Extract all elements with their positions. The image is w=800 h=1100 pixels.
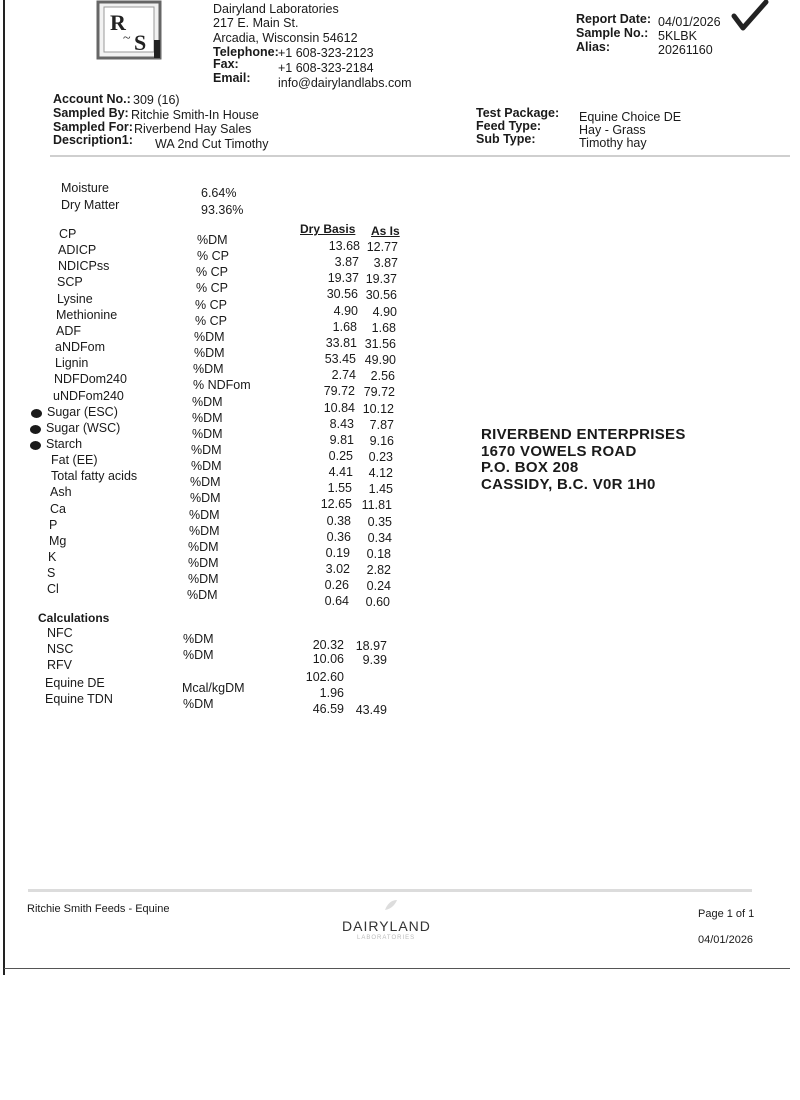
result-dry-basis: 0.38 [326,513,351,528]
result-unit: % CP [195,313,227,328]
calc-dry-basis: 1.96 [319,686,344,700]
dairyland-logo-mark [384,899,398,914]
result-as-is: 12.77 [366,240,398,254]
result-name: K [48,550,57,564]
result-dry-basis: 0.25 [328,448,353,463]
address-line-1: RIVERBEND ENTERPRISES [481,426,686,443]
footer-divider [28,889,752,892]
result-as-is: 3.87 [373,256,398,271]
calc-as-is: 43.49 [355,703,387,717]
description-value: WA 2nd Cut Timothy [155,137,269,151]
calc-name: NFC [47,626,73,640]
result-name: Lysine [57,291,93,306]
as-is-header: As Is [371,224,400,238]
calc-unit: %DM [183,697,214,711]
result-unit: % CP [196,281,228,296]
result-dry-basis: 0.19 [325,545,350,560]
result-name: P [49,517,58,532]
result-as-is: 4.90 [372,304,397,319]
bullet-marker-icon [31,409,42,418]
result-as-is: 2.56 [370,369,395,384]
result-dry-basis: 53.45 [324,352,356,367]
result-dry-basis: 10.84 [323,400,355,415]
result-unit: %DM [188,556,219,570]
result-as-is: 19.37 [365,272,397,287]
result-dry-basis: 1.68 [332,319,357,334]
svg-text:R: R [110,10,126,35]
alias-label: Alias: [576,40,611,54]
result-as-is: 1.45 [368,482,393,497]
sub-type-label: Sub Type: [476,132,536,146]
sampled-for-label: Sampled For: [53,120,133,134]
result-dry-basis: 13.68 [328,239,360,253]
result-unit: %DM [192,410,223,425]
calc-name: Equine TDN [45,692,113,706]
result-unit: %DM [194,329,225,344]
result-name: ADICP [58,243,97,258]
result-unit: %DM [190,491,221,506]
result-name: Methionine [56,307,118,322]
result-dry-basis: 3.87 [334,255,359,270]
result-unit: % CP [197,249,229,264]
result-dry-basis: 0.26 [324,578,349,593]
account-value: 309 (16) [133,93,180,107]
result-name: Total fatty acids [51,469,138,484]
result-unit: %DM [197,233,228,247]
checkmark-icon [730,0,770,35]
result-unit: %DM [193,362,224,377]
result-name: NDICPss [58,259,110,274]
result-dry-basis: 3.02 [325,562,350,576]
svg-text:S: S [134,30,147,55]
result-as-is: 0.60 [365,595,390,610]
calc-dry-basis: 102.60 [305,670,344,684]
result-dry-basis: 4.41 [328,465,353,480]
result-dry-basis: 79.72 [323,384,355,399]
result-unit: %DM [194,346,225,361]
email-label: Email: [213,71,251,85]
result-unit: %DM [187,588,218,603]
report-date-value: 04/01/2026 [658,15,721,29]
telephone-label: Telephone: [213,45,279,59]
result-name: Sugar (ESC) [47,404,118,419]
result-dry-basis: 4.90 [333,303,358,318]
result-name: SCP [57,275,83,290]
dry-matter-label: Dry Matter [61,198,120,212]
result-name: Fat (EE) [51,453,98,468]
address-line-3: P.O. BOX 208 [481,459,579,476]
result-dry-basis: 1.55 [327,481,352,496]
calc-unit: %DM [183,632,214,646]
result-name: Ca [50,501,66,516]
result-as-is: 0.35 [367,514,392,529]
email-value: info@dairylandlabs.com [278,76,412,90]
rs-logo [96,0,164,60]
dry-matter-value: 93.36% [201,203,244,217]
result-dry-basis: 0.64 [324,594,349,609]
calc-dry-basis: 46.59 [312,702,344,716]
result-as-is: 2.82 [366,563,391,577]
sub-type-value: Timothy hay [579,136,647,150]
result-as-is: 4.12 [368,466,393,481]
result-dry-basis: 8.43 [329,416,354,431]
result-name: S [47,566,56,581]
moisture-value: 6.64% [201,186,237,200]
result-unit: % CP [195,297,227,312]
calc-dry-basis: 20.32 [312,638,344,652]
fax-value: +1 608-323-2184 [278,61,374,75]
footer-left-text: Ritchie Smith Feeds - Equine [27,903,170,915]
feed-type-value: Hay - Grass [579,123,646,137]
svg-text:~: ~ [123,31,131,46]
report-date-label: Report Date: [576,12,652,26]
calc-unit: Mcal/kgDM [182,681,245,695]
alias-value: 20261160 [658,43,713,57]
calc-name: NSC [47,642,74,656]
telephone-value: +1 608-323-2123 [278,46,374,60]
fax-label: Fax: [213,57,239,71]
result-unit: %DM [189,507,220,522]
result-name: Mg [49,533,67,548]
lab-name: Dairyland Laboratories [213,2,339,16]
result-unit: %DM [191,459,222,474]
address-line-2: 1670 VOWELS ROAD [481,443,637,460]
calculations-title: Calculations [38,611,110,625]
feed-type-label: Feed Type: [476,119,542,133]
footer-date: 04/01/2026 [698,934,754,946]
result-unit: %DM [188,572,219,587]
result-dry-basis: 2.74 [331,368,356,383]
header-divider [50,155,790,157]
result-name: Lignin [55,356,89,371]
calc-name: Equine DE [45,676,105,690]
result-dry-basis: 30.56 [326,287,358,302]
result-unit: %DM [192,394,223,409]
result-dry-basis: 0.36 [326,529,351,544]
result-name: ADF [56,323,81,338]
lab-street: 217 E. Main St. [213,16,299,30]
result-name: CP [59,227,77,241]
sample-no-label: Sample No.: [576,26,649,40]
result-as-is: 9.16 [369,433,394,448]
page-number: Page 1 of 1 [698,908,755,920]
description-label: Description1: [53,133,133,147]
result-unit: % CP [196,265,228,280]
sample-no-value: 5KLBK [658,29,697,43]
result-unit: %DM [190,475,221,490]
result-dry-basis: 19.37 [327,271,359,286]
scan-edge [3,0,5,975]
lab-city: Arcadia, Wisconsin 54612 [213,31,358,45]
calc-as-is: 18.97 [355,639,387,653]
result-unit: %DM [191,442,222,457]
calc-dry-basis: 10.06 [312,652,344,666]
result-as-is: 79.72 [363,385,395,400]
calc-name: RFV [47,658,72,672]
account-label: Account No.: [53,92,131,106]
calc-as-is: 9.39 [362,653,387,667]
result-dry-basis: 12.65 [320,497,352,512]
test-package-label: Test Package: [476,106,560,120]
result-as-is: 0.24 [366,579,391,594]
result-as-is: 0.23 [368,449,393,464]
dairyland-logo: DAIRYLAND [342,918,431,934]
result-dry-basis: 33.81 [325,335,357,350]
calc-unit: %DM [183,648,214,662]
result-name: NDFDom240 [54,372,127,387]
result-unit: %DM [188,539,219,554]
result-name: Sugar (WSC) [46,420,121,435]
address-line-4: CASSIDY, B.C. V0R 1H0 [481,476,656,493]
result-as-is: 0.34 [367,530,392,545]
result-dry-basis: 9.81 [329,432,354,447]
sampled-by-value: Ritchie Smith-In House [131,108,259,122]
result-as-is: 0.18 [366,546,391,561]
bullet-marker-icon [30,425,41,434]
result-unit: %DM [189,523,220,538]
sampled-for-value: Riverbend Hay Sales [134,122,252,136]
result-name: Ash [50,485,72,500]
result-name: Cl [47,582,59,597]
result-as-is: 31.56 [364,336,396,351]
result-unit: %DM [192,426,223,441]
result-as-is: 49.90 [364,353,396,368]
result-as-is: 1.68 [371,320,396,335]
test-package-value: Equine Choice DE [579,110,682,124]
page-bottom-edge [4,968,790,969]
result-as-is: 10.12 [362,401,394,416]
dry-basis-header: Dry Basis [300,222,356,236]
result-as-is: 30.56 [365,288,397,303]
dairyland-logo-subtext: LABORATORIES [357,935,416,941]
result-as-is: 11.81 [361,498,392,513]
sampled-by-label: Sampled By: [53,106,129,120]
result-as-is: 7.87 [369,417,394,432]
result-name: aNDFom [55,340,106,355]
moisture-label: Moisture [61,181,109,195]
result-name: Starch [46,436,83,451]
result-name: uNDFom240 [53,388,124,403]
bullet-marker-icon [30,441,41,450]
result-unit: % NDFom [193,378,251,393]
